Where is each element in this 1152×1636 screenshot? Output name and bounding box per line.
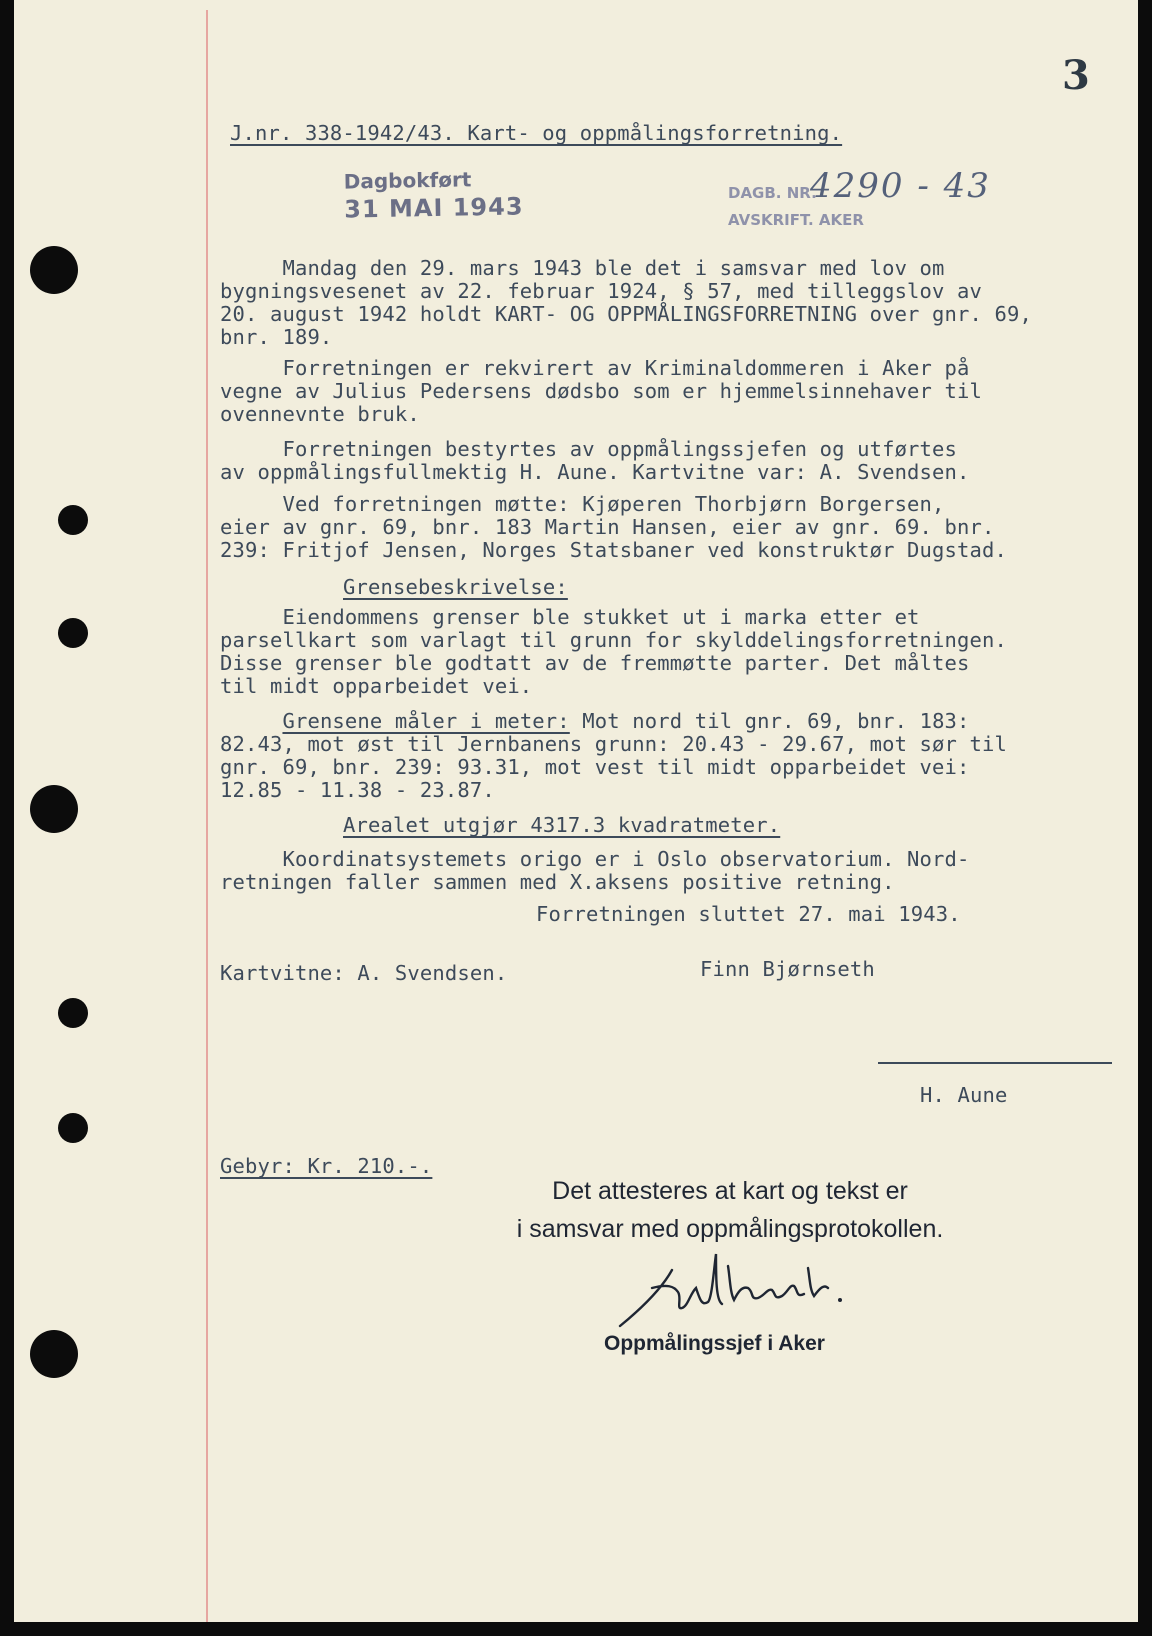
text-line: retningen faller sammen med X.aksens positive retning. (220, 870, 895, 894)
punch-hole (58, 1113, 88, 1143)
closing-line: Forretningen sluttet 27. mai 1943. (536, 902, 961, 926)
stamp-label: Dagbokført (343, 167, 472, 194)
handwritten-signature (612, 1248, 852, 1338)
text-line: bnr. 189. (220, 325, 333, 349)
text-line: 12.85 - 11.38 - 23.87. (220, 778, 495, 802)
margin-line (206, 10, 208, 1622)
measurements-label: Grensene måler i meter: (282, 709, 570, 733)
measurements-line (220, 710, 970, 734)
punch-hole (58, 998, 88, 1028)
punch-hole (30, 246, 78, 294)
dagb-number: 4290 - 43 (810, 166, 991, 206)
text-line: Koordinatsystemets origo er i Oslo observatorium. Nord- (220, 847, 970, 871)
attestation-line: Det attesteres at kart og tekst er (552, 1177, 908, 1205)
section-heading: Grensebeskrivelse: (343, 575, 568, 599)
signer-name: Finn Bjørnseth (700, 957, 875, 981)
text-line: av oppmålingsfullmektig H. Aune. Kartvitne var: A. Svendsen. (220, 460, 970, 484)
text-line: ovennevnte bruk. (220, 402, 420, 426)
text-line: til midt opparbeidet vei. (220, 674, 533, 698)
area-line: Arealet utgjør 4317.3 kvadratmeter. (343, 813, 781, 837)
text-line: Ved forretningen møtte: Kjøperen Thorbjørn Borgersen, (220, 492, 945, 516)
text-line: Disse grenser ble godtatt av de fremmøtte parter. Det måltes (220, 651, 970, 675)
text-line: bygningsvesenet av 22. februar 1924, § 57, med tilleggslov av (220, 279, 983, 303)
measurements-text: Mot nord til gnr. 69, bnr. 183: (569, 709, 970, 733)
text-line: gnr. 69, bnr. 239: 93.31, mot vest til midt opparbeidet vei: (220, 755, 970, 779)
avskrift-label: AVSKRIFT. AKER (728, 211, 864, 229)
punch-hole (30, 785, 78, 833)
text-line: eier av gnr. 69, bnr. 183 Martin Hansen, eier av gnr. 69. bnr. (220, 515, 995, 539)
punch-hole (30, 1330, 78, 1378)
attestation-stamp (480, 1172, 980, 1248)
text-line: Forretningen bestyrtes av oppmålingssjefen og utførtes (220, 437, 958, 461)
signature-line (878, 1062, 1112, 1064)
text-line: 20. august 1942 holdt KART- OG OPPMÅLINGSFORRETNING over gnr. 69, (220, 302, 1032, 326)
fee-line: Gebyr: Kr. 210.-. (220, 1154, 433, 1178)
witness-line: Kartvitne: A. Svendsen. (220, 961, 508, 985)
office-title: Oppmålingssjef i Aker (604, 1332, 825, 1355)
signer-name: H. Aune (920, 1083, 1008, 1107)
stamp-date: 31 MAI 1943 (343, 192, 524, 224)
text-line: Forretningen er rekvirert av Kriminaldommeren i Aker på (220, 356, 970, 380)
punch-hole (58, 505, 88, 535)
text-line: Eiendommens grenser ble stukket ut i marka etter et (220, 605, 920, 629)
text-line: parsellkart som varlagt til grunn for skylddelingsforretningen. (220, 628, 1007, 652)
attestation-line: i samsvar med oppmålingsprotokollen. (516, 1215, 944, 1243)
page-number: 3 (1062, 52, 1090, 99)
punch-hole (58, 618, 88, 648)
text-line: Mandag den 29. mars 1943 ble det i samsvar med lov om (220, 256, 945, 280)
document-page (14, 0, 1138, 1622)
dagbokfort-stamp (344, 166, 524, 223)
text-line: 239: Fritjof Jensen, Norges Statsbaner ved konstruktør Dugstad. (220, 538, 1007, 562)
dagb-label: DAGB. NR. (728, 184, 817, 202)
text-line: vegne av Julius Pedersens dødsbo som er hjemmelsinnehaver til (220, 379, 983, 403)
text-line: 82.43, mot øst til Jernbanens grunn: 20.43 - 29.67, mot sør til (220, 732, 1007, 756)
journal-header: J.nr. 338-1942/43. Kart- og oppmålingsforretning. (230, 121, 843, 145)
